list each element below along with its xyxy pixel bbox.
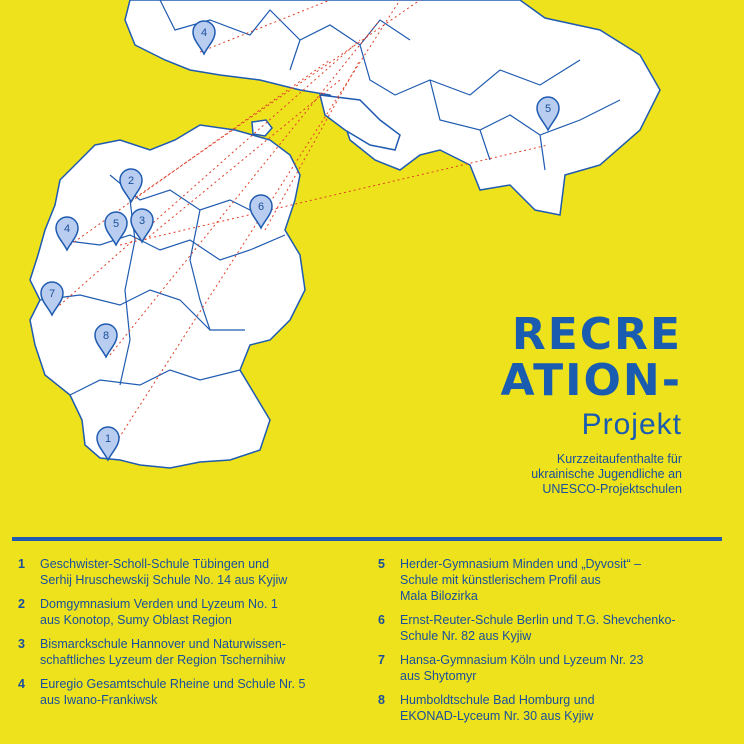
legend-text: Humboldtschule Bad Homburg und: [400, 693, 595, 707]
divider: [12, 537, 722, 541]
pin-label: 2: [127, 175, 135, 187]
pin-label: 4: [63, 223, 71, 235]
legend-number: 3: [18, 637, 25, 651]
legend-text: Domgymnasium Verden und Lyzeum No. 1: [40, 597, 278, 611]
pin-label: 8: [102, 330, 110, 342]
pin-label: 6: [257, 201, 265, 213]
pin-label: 5: [544, 103, 552, 115]
legend-text: aus Iwano-Frankiwsk: [40, 693, 158, 707]
pin-label: 3: [138, 215, 146, 227]
legend-number: 2: [18, 597, 25, 611]
legend-item: [18, 636, 348, 668]
island: [252, 120, 272, 136]
legend-text: Euregio Gesamtschule Rheine und Schule Nr. 5: [40, 677, 306, 691]
legend-item: [18, 676, 348, 708]
subtitle-line: ukrainische Jugendliche an: [531, 467, 682, 481]
legend-number: 1: [18, 557, 25, 571]
legend-text: Geschwister-Scholl-Schule Tübingen und: [40, 557, 270, 571]
legend-number: 8: [378, 693, 385, 707]
legend-text: aus Konotop, Sumy Oblast Region: [40, 613, 232, 627]
subtitle: [500, 452, 682, 497]
legend-text: EKONAD-Lyceum Nr. 30 aus Kyjiw: [400, 709, 594, 723]
legend-text: Schule Nr. 82 aus Kyjiw: [400, 629, 532, 643]
logo-line-2: ATION-: [500, 355, 682, 406]
legend-text: Ernst-Reuter-Schule Berlin und T.G. Shevchenko-: [400, 613, 676, 627]
legend-text: Bismarckschule Hannover und Naturwissen-: [40, 637, 286, 651]
legend-text: Schule mit künstlerischem Profil aus: [400, 573, 601, 587]
logo-line-1: RECRE: [511, 309, 682, 360]
legend-number: 4: [18, 677, 25, 691]
title-block: [500, 309, 682, 497]
projekt-label: Projekt: [581, 408, 682, 441]
legend-left: [18, 556, 348, 716]
legend-item: [378, 692, 723, 724]
legend-item: [18, 596, 348, 628]
subtitle-line: Kurzzeitaufenthalte für: [556, 452, 682, 466]
legend-number: 7: [378, 653, 385, 667]
legend-item: [18, 556, 348, 588]
pin-label: 5: [112, 218, 120, 230]
legend-item: [378, 612, 723, 644]
legend-text: Mala Bilozirka: [400, 589, 478, 603]
legend-text: Herder-Gymnasium Minden und „Dyvosit“ –: [400, 557, 642, 571]
pin-label: 7: [48, 288, 56, 300]
legend-number: 5: [378, 557, 385, 571]
legend-item: [378, 556, 723, 604]
legend-item: [378, 652, 723, 684]
legend-number: 6: [378, 613, 385, 627]
legend-text: Serhij Hruschewskij Schule No. 14 aus Kyjiw: [40, 573, 288, 587]
legend-right: [378, 556, 723, 732]
legend-text: aus Shytomyr: [400, 669, 477, 683]
subtitle-line: UNESCO-Projektschulen: [542, 482, 682, 496]
pin-label: 1: [104, 433, 112, 445]
legend-text: schaftliches Lyzeum der Region Tschernihiw: [40, 653, 286, 667]
pin-label: 4: [200, 27, 208, 39]
legend-text: Hansa-Gymnasium Köln und Lyzeum Nr. 23: [400, 653, 644, 667]
